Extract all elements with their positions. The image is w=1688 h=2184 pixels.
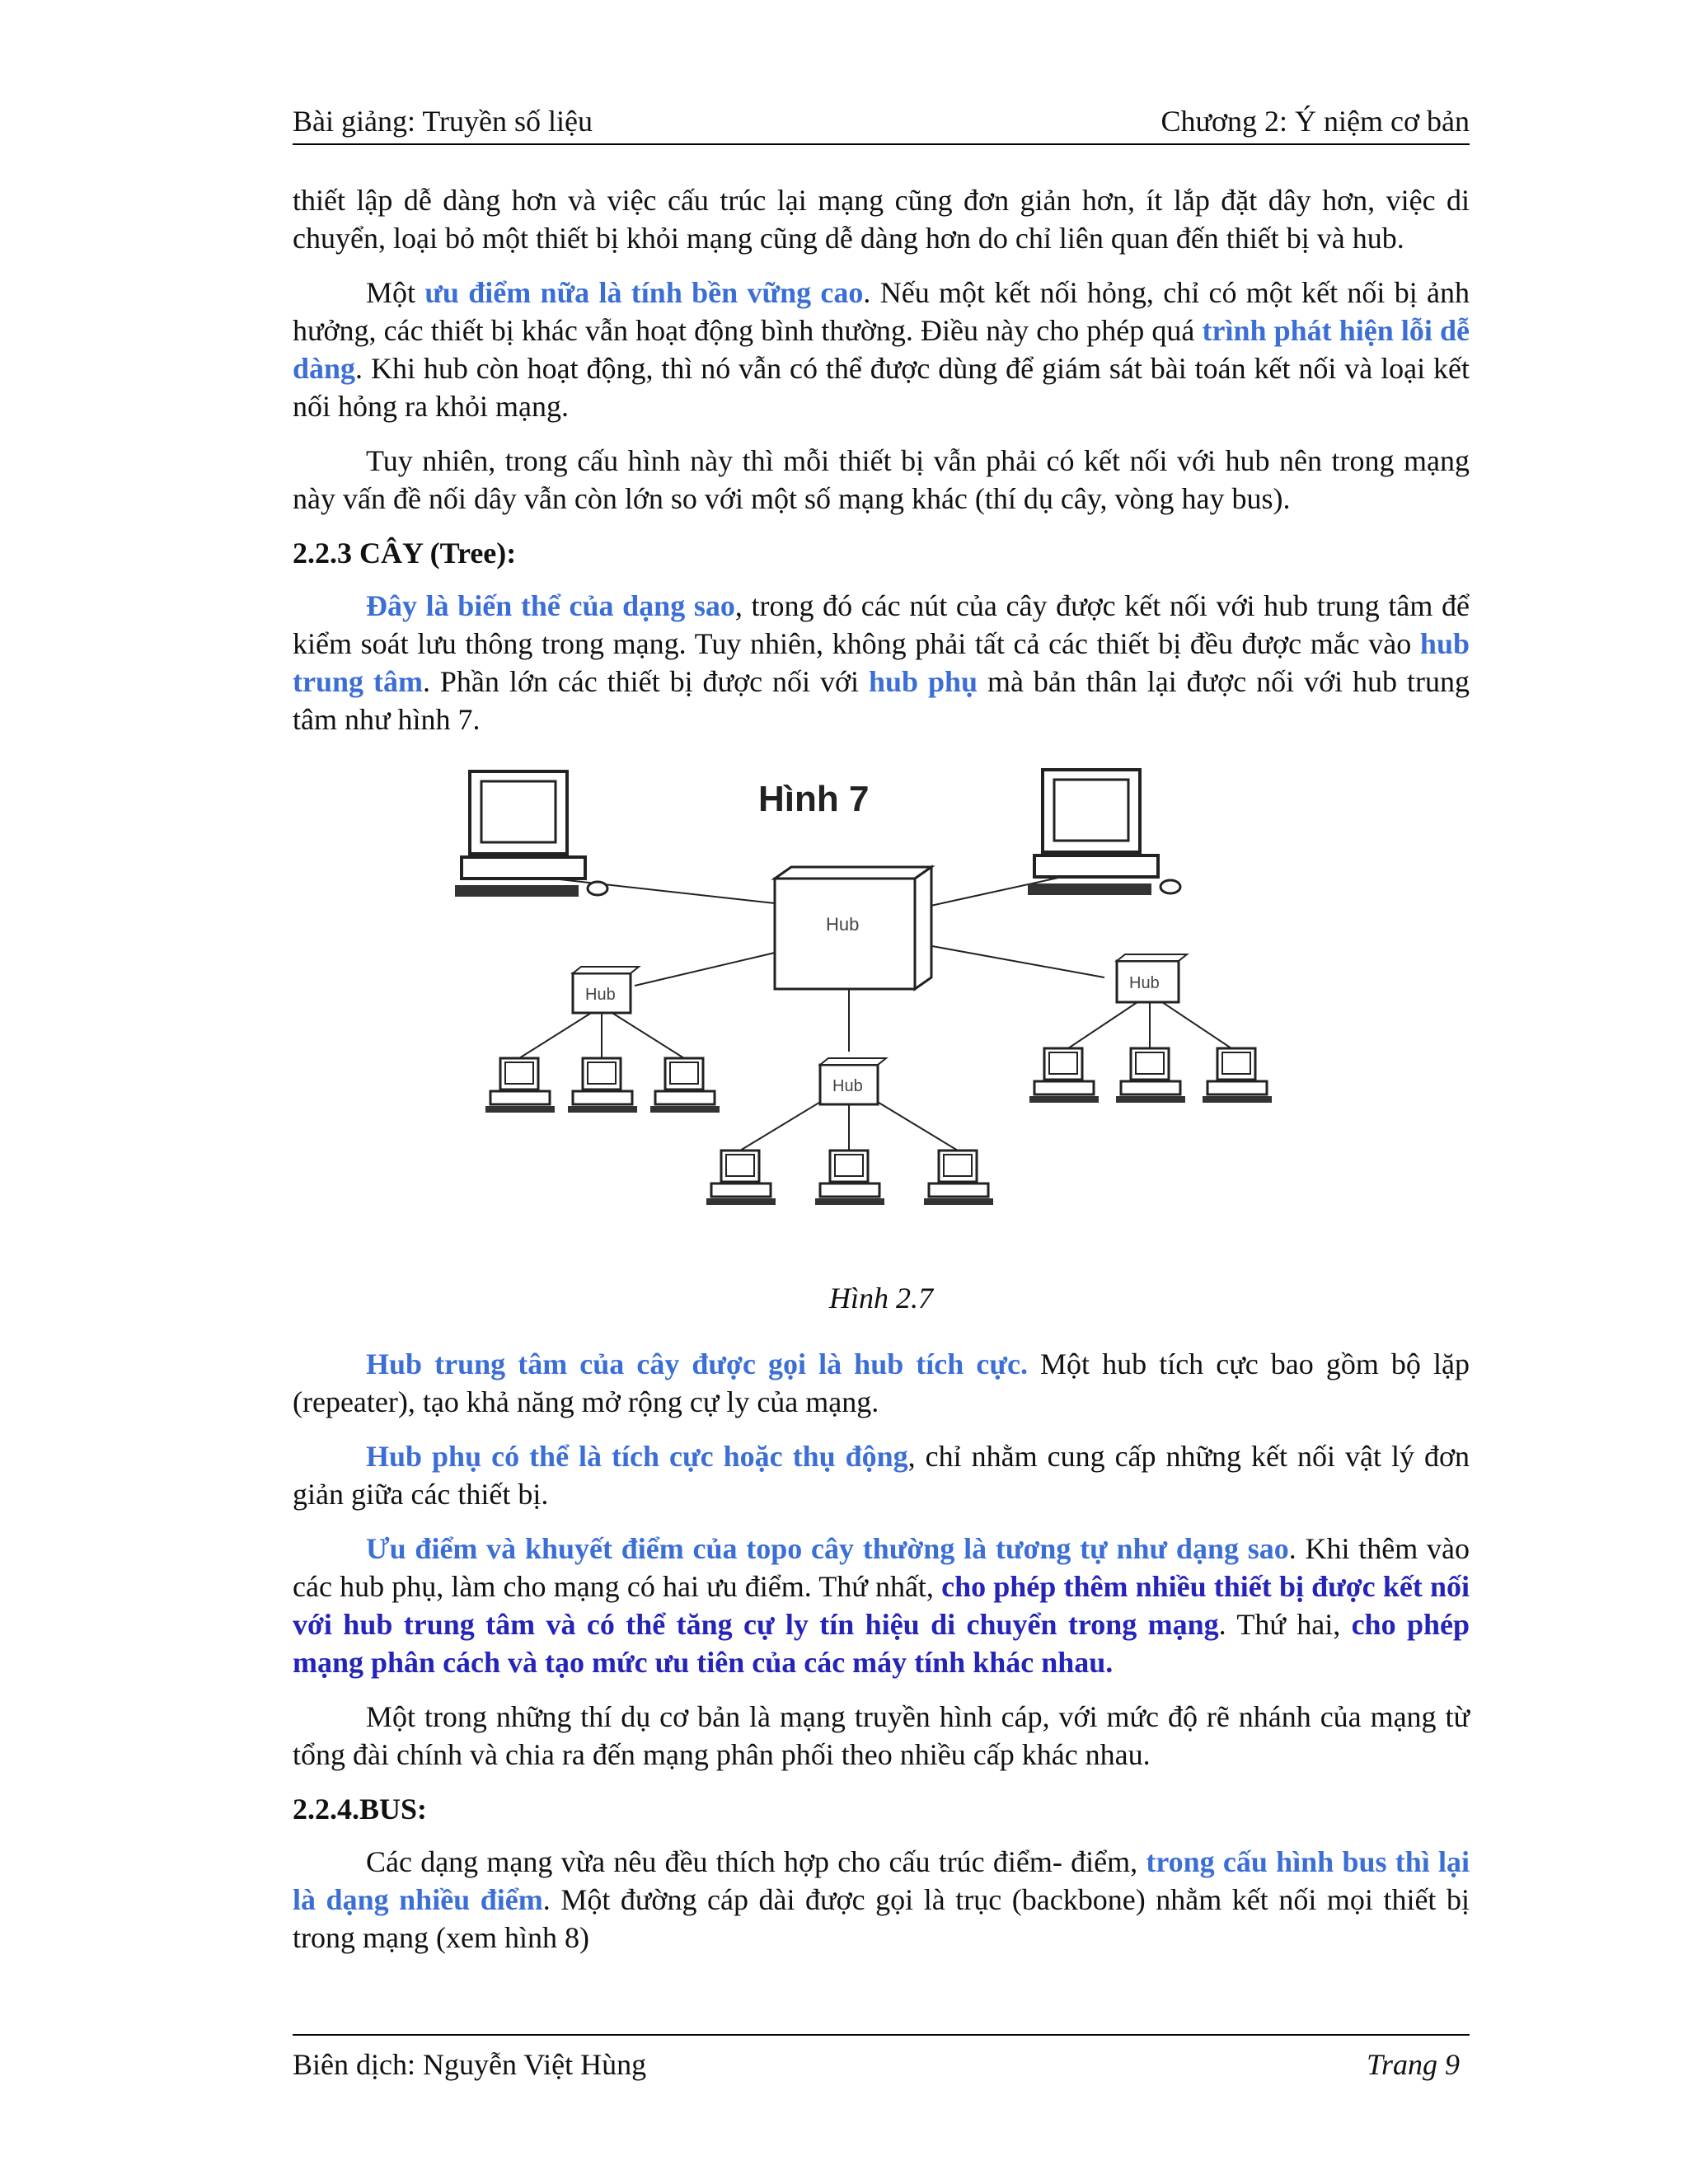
computer-icon (455, 771, 607, 897)
text-run: . Khi hub còn hoạt động, thì nó vẫn có thể được dùng để giám sát bài toán kết nối và loại kết nối hỏng ra khỏi mạng. (293, 352, 1470, 423)
header-chapter: Chương 2: Ý niệm cơ bản (1160, 105, 1470, 138)
secondary-hub-bottom (820, 1058, 886, 1104)
paragraph-cable-tv-example: Một trong những thí dụ cơ bản là mạng truyền hình cáp, với mức độ rẽ nhánh của mạng từ tổng đài chính và chia ra đến mạng phân phối theo nhiều cấp khác nhau. (293, 1700, 1470, 1771)
text-run: , chỉ nhằm cung cấp những kết nối vật lý đơn giản giữa các thiết bị. (293, 1440, 1470, 1511)
tree-diagram (437, 755, 1327, 1266)
hub-label: Hub (1129, 974, 1160, 992)
text-run: mà bản thân lại được nối với hub trung tâm như hình 7. (293, 665, 1470, 736)
text-run: . Nếu một kết nối hỏng, chỉ có một kết nối bị ảnh hưởng, các thiết bị khác vẫn hoạt động bình thường. Điều này cho phép quá (293, 276, 1470, 347)
figure-caption: Hình 2.7 (829, 1282, 933, 1315)
highlight-first-advantage: cho phép thêm nhiều thiết bị được kết nối với hub trung tâm và có thể tăng cự ly tín hiệu di chuyển trong mạng (293, 1570, 1470, 1641)
text-run: . Khi thêm vào các hub phụ, làm cho mạng có hai ưu điểm. Thứ nhất, (293, 1532, 1470, 1603)
text-run: . Phần lớn các thiết bị được nối với (422, 665, 869, 698)
paragraph-star-advantage (293, 274, 1470, 425)
computer-icon (485, 1058, 555, 1113)
computer-icon (1116, 1048, 1185, 1103)
computer-icon (650, 1058, 720, 1113)
highlight-fault-detection: trình phát hiện lỗi dễ dàng (293, 314, 1470, 385)
paragraph-star-disadvantage: Tuy nhiên, trong cấu hình này thì mỗi thiết bị vẫn phải có kết nối với hub nên trong mạng này vấn đề nối dây vẫn còn lớn so với một số mạng khác (thí dụ cây, vòng hay bus). (293, 444, 1470, 515)
paragraph-tree-pros-cons (293, 1530, 1470, 1681)
paragraph-active-hub (293, 1345, 1470, 1421)
highlight-second-advantage: cho phép mạng phân cách và tạo mức ưu tiên của các máy tính khác nhau. (293, 1608, 1470, 1679)
computer-icon (1029, 1048, 1099, 1103)
footer-translator: Biên dịch: Nguyễn Việt Hùng (293, 2048, 647, 2081)
highlight-active-hub: Hub trung tâm của cây được gọi là hub tích cực. (366, 1347, 1028, 1380)
computer-icon (706, 1151, 776, 1205)
text-run: , trong đó các nút của cây được kết nối với hub trung tâm để kiểm soát lưu thông trong mạng. Tuy nhiên, không phải tất cả các thiết bị đều được mắc vào (293, 589, 1470, 660)
computer-icon (924, 1151, 993, 1205)
page-number: Trang 9 (1366, 2048, 1460, 2081)
highlight-variant-of-star: Đây là biến thể của dạng sao (366, 589, 735, 622)
paragraph-tree-intro (293, 587, 1470, 738)
computer-icon (1203, 1048, 1272, 1103)
highlight-pros-cons: Ưu điểm và khuyết điểm của topo cây thường là tương tự như dạng sao (366, 1532, 1289, 1565)
hub-label: Hub (585, 986, 616, 1004)
text-run: Một (366, 276, 425, 309)
text-run: . Một đường cáp dài được gọi là trục (backbone) nhằm kết nối mọi thiết bị trong mạng (xem hình 8) (293, 1883, 1470, 1954)
page-body (293, 181, 1470, 1973)
paragraph-bus-intro (293, 1843, 1470, 1957)
paragraph-star-continued: thiết lập dễ dàng hơn và việc cấu trúc lại mạng cũng đơn giản hơn, ít lắp đặt dây hơn, việc di chuyển, loại bỏ một thiết bị khỏi mạng cũng dễ dàng hơn do chỉ liên quan đến thiết bị và hub. (293, 184, 1470, 255)
computer-icon (1028, 770, 1180, 895)
text-run: . Thứ hai, (1218, 1608, 1352, 1641)
secondary-hub-left (573, 967, 639, 1013)
page-header (293, 101, 1470, 145)
tree-topology-figure (293, 755, 1470, 1266)
page-footer (293, 2034, 1470, 2085)
heading-tree: 2.2.3 CÂY (Tree): (293, 537, 517, 569)
header-course: Bài giảng: Truyền số liệu (293, 105, 593, 138)
highlight-secondary-hub: hub phụ (868, 665, 978, 698)
heading-bus: 2.2.4.BUS: (293, 1793, 428, 1825)
highlight-secondary-hub-type: Hub phụ có thể là tích cực hoặc thụ động (366, 1440, 908, 1473)
highlight-robustness: ưu điểm nữa là tính bền vững cao (424, 276, 864, 309)
figure-title: Hình 7 (758, 779, 870, 819)
computer-icon (568, 1058, 637, 1113)
text-run: Một hub tích cực bao gồm bộ lặp (repeater), tạo khả năng mở rộng cự ly của mạng. (293, 1347, 1470, 1418)
central-hub (775, 867, 931, 989)
computer-icon (815, 1151, 884, 1205)
paragraph-passive-hub (293, 1437, 1470, 1513)
text-run: Các dạng mạng vừa nêu đều thích hợp cho cấu trúc điểm- điểm, (366, 1845, 1146, 1878)
secondary-hub-right (1117, 954, 1187, 1002)
highlight-central-hub: hub trung tâm (293, 627, 1470, 698)
highlight-multipoint: trong cấu hình bus thì lại là dạng nhiều điểm (293, 1845, 1470, 1916)
hub-label: Hub (826, 914, 860, 935)
hub-label: Hub (832, 1077, 863, 1095)
